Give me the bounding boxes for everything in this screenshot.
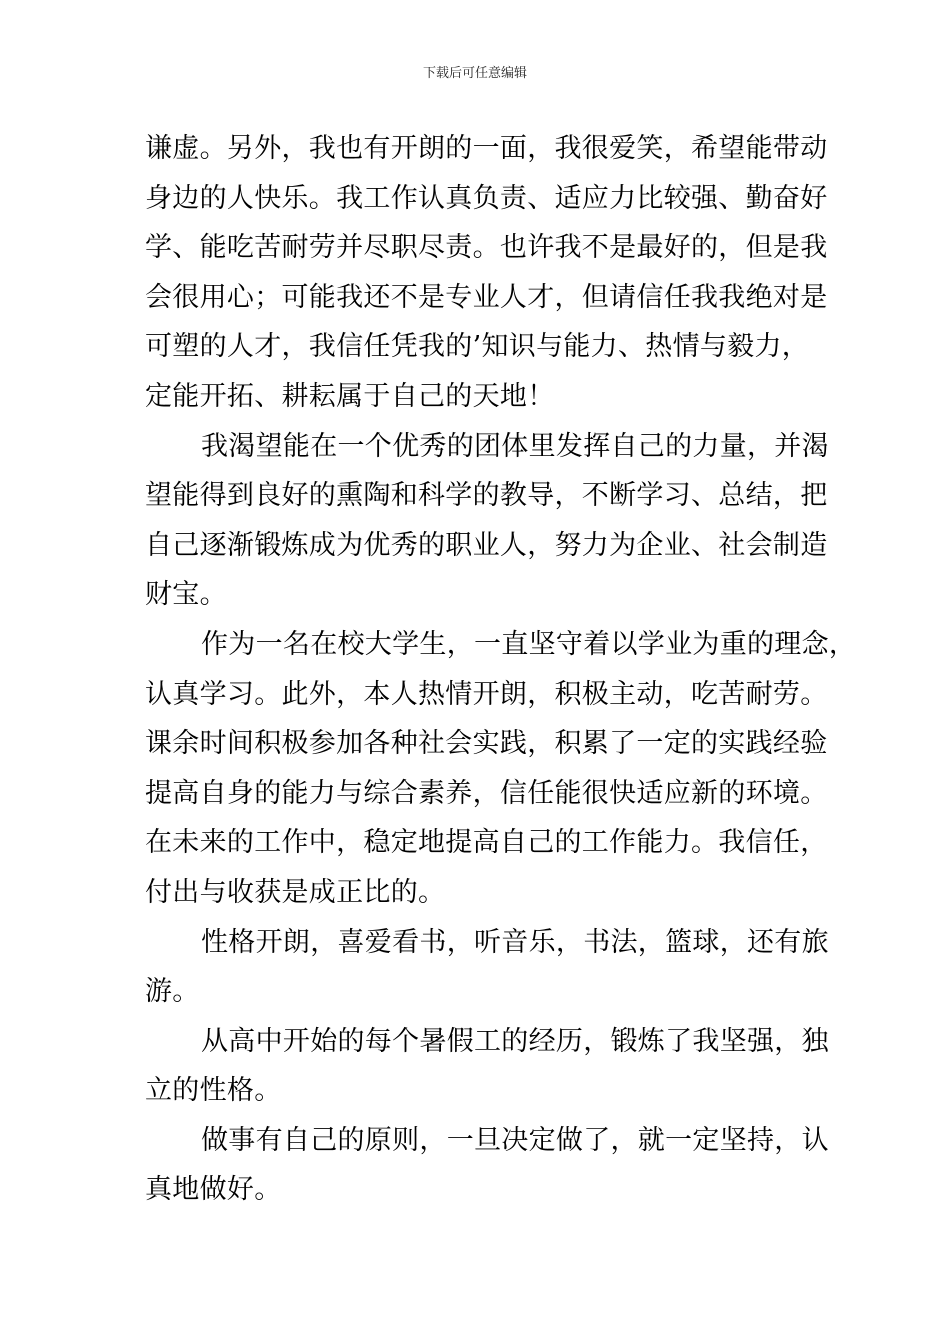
paragraph-first-line: 我渴望能在一个优秀的团体里发挥自己的力量，并渴 — [201, 430, 829, 462]
paragraph-first-line: 性格开朗，喜爱看书，听音乐，书法，篮球，还有旅 — [201, 926, 829, 958]
text-line: 学、能吃苦耐劳并尽职尽责。也许我不是最好的，但是我 — [145, 232, 828, 264]
text-line: 身边的人快乐。我工作认真负责、适应力比较强、勤奋好 — [145, 182, 828, 214]
text-line: 谦虚。另外，我也有开朗的一面，我很爱笑，希望能带动 — [145, 133, 828, 164]
text-line: 自己逐渐锻炼成为优秀的职业人，努力为企业、社会制造 — [145, 529, 828, 561]
paragraph-first-line: 作为一名在校大学生，一直坚守着以学业为重的理念， — [201, 628, 857, 660]
text-line: 财宝。 — [145, 579, 227, 611]
document-body — [145, 124, 857, 1215]
paragraph-first-line: 做事有自己的原则，一旦决定做了，就一定坚持，认 — [201, 1124, 829, 1156]
text-line: 真地做好。 — [145, 1174, 282, 1206]
page-header: 下载后可任意编辑 — [422, 66, 527, 81]
text-line: 在未来的工作中，稳定地提高自己的工作能力。我信任， — [145, 827, 828, 859]
paragraph-first-line: 从高中开始的每个暑假工的经历，锻炼了我坚强，独 — [201, 1025, 829, 1057]
text-line: 游。 — [145, 976, 200, 1008]
text-line: 定能开拓、耕耘属于自己的天地！ — [145, 380, 555, 412]
text-line: 立的性格。 — [145, 1075, 282, 1107]
text-line: 课余时间积极参加各种社会实践，积累了一定的实践经验 — [145, 728, 828, 760]
text-line: 望能得到良好的熏陶和科学的教导，不断学习、总结，把 — [145, 480, 828, 512]
text-line: 可塑的人才，我信任凭我的’知识与能力、热情与毅力， — [145, 331, 810, 363]
text-line: 认真学习。此外，本人热情开朗，积极主动，吃苦耐劳。 — [145, 678, 828, 710]
text-line: 付出与收获是成正比的。 — [145, 876, 446, 908]
text-line: 会很用心；可能我还不是专业人才，但请信任我我绝对是 — [145, 281, 828, 313]
text-line: 提高自身的能力与综合素养，信任能很快适应新的环境。 — [145, 777, 828, 809]
